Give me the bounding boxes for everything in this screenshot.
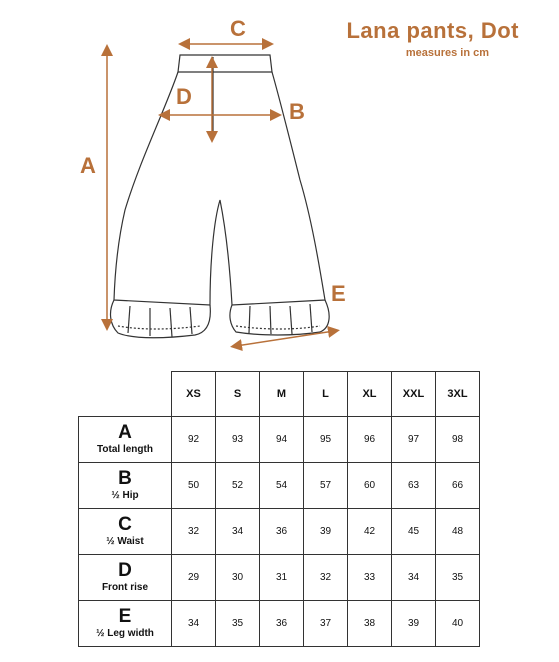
measure-name: ½ Waist [106, 535, 144, 547]
measure-label-e: E [331, 281, 346, 306]
measure-label-c: C [230, 16, 246, 41]
measure-letter: A [118, 421, 132, 443]
table-cell: 39 [304, 509, 348, 555]
header-blank-cell [79, 372, 172, 417]
measure-label-cell [79, 601, 172, 647]
measure-name: Front rise [101, 581, 149, 593]
measure-name: ½ Leg width [96, 627, 154, 639]
measure-name: ½ Hip [111, 489, 139, 501]
measure-name: Total length [97, 443, 153, 455]
table-cell: 52 [216, 463, 260, 509]
table-cell: 35 [436, 555, 480, 601]
table-cell: 30 [216, 555, 260, 601]
size-header: S [216, 372, 260, 417]
measure-label-b: B [289, 99, 305, 124]
table-cell: 34 [216, 509, 260, 555]
table-row [79, 601, 480, 647]
table-cell: 42 [348, 509, 392, 555]
measure-label-a: A [80, 153, 96, 178]
measure-label-cell [79, 417, 172, 463]
size-header: M [260, 372, 304, 417]
table-cell: 37 [304, 601, 348, 647]
table-cell: 50 [172, 463, 216, 509]
table-cell: 48 [436, 509, 480, 555]
table-cell: 34 [392, 555, 436, 601]
table-cell: 92 [172, 417, 216, 463]
size-table [78, 371, 480, 647]
size-header-row [79, 372, 480, 417]
size-header: XS [172, 372, 216, 417]
size-header: XXL [392, 372, 436, 417]
table-cell: 94 [260, 417, 304, 463]
measure-letter: D [118, 559, 132, 581]
table-cell: 40 [436, 601, 480, 647]
table-cell: 36 [260, 601, 304, 647]
measure-letter: E [118, 605, 132, 627]
size-header: 3XL [436, 372, 480, 417]
table-cell: 93 [216, 417, 260, 463]
table-cell: 36 [260, 509, 304, 555]
table-row [79, 463, 480, 509]
measure-label-cell [79, 463, 172, 509]
table-row [79, 417, 480, 463]
table-cell: 32 [172, 509, 216, 555]
measure-label-d: D [176, 84, 192, 109]
table-cell: 29 [172, 555, 216, 601]
pants-outline [111, 55, 330, 338]
table-row [79, 555, 480, 601]
table-cell: 54 [260, 463, 304, 509]
table-row [79, 509, 480, 555]
table-cell: 57 [304, 463, 348, 509]
size-header: XL [348, 372, 392, 417]
table-cell: 33 [348, 555, 392, 601]
table-cell: 35 [216, 601, 260, 647]
table-cell: 38 [348, 601, 392, 647]
size-header: L [304, 372, 348, 417]
measure-label-cell [79, 509, 172, 555]
table-cell: 31 [260, 555, 304, 601]
measure-letter: B [118, 467, 132, 489]
measure-label-cell [79, 555, 172, 601]
table-cell: 66 [436, 463, 480, 509]
table-cell: 34 [172, 601, 216, 647]
table-cell: 98 [436, 417, 480, 463]
measure-letter: C [118, 513, 132, 535]
table-cell: 32 [304, 555, 348, 601]
table-cell: 95 [304, 417, 348, 463]
table-cell: 45 [392, 509, 436, 555]
measurement-arrows [107, 44, 334, 346]
arrow-e [236, 331, 334, 346]
page-title: Lana pants, Dot [346, 18, 519, 43]
table-cell: 96 [348, 417, 392, 463]
table-cell: 39 [392, 601, 436, 647]
page-subtitle: measures in cm [405, 47, 489, 59]
table-cell: 60 [348, 463, 392, 509]
table-cell: 97 [392, 417, 436, 463]
table-cell: 63 [392, 463, 436, 509]
